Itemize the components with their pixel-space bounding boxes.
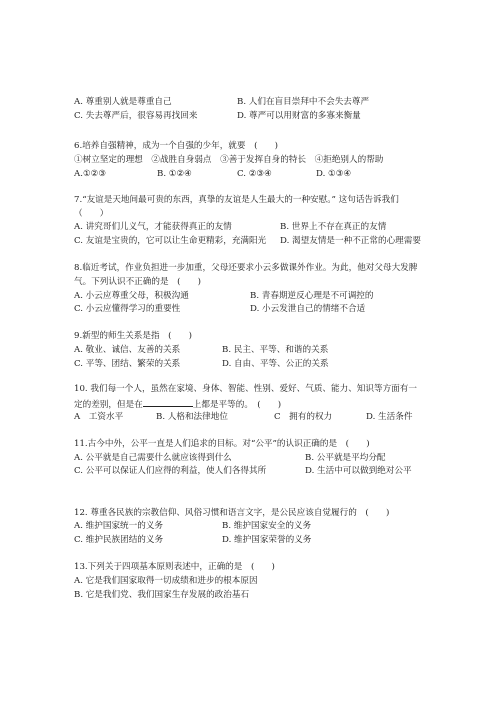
q5-option-d: D. 尊严可以用财富的多寡来衡量 bbox=[237, 111, 361, 121]
q8-option-c: C. 小云应懂得学习的重要性 bbox=[74, 304, 181, 314]
q9-stem: 9.新型的师生关系是指 ( ) bbox=[74, 331, 193, 341]
q8-stem-line1: 8.临近考试，作业负担进一步加重，父母还要求小云多做课外作业。为此，他对父母大发脾 bbox=[74, 263, 418, 273]
q8-option-b: B. 青春期逆反心理是不可调控的 bbox=[250, 291, 374, 301]
q10-option-b: B. 人格和法律地位 bbox=[156, 412, 228, 422]
q10-option-d: D. 生活条件 bbox=[366, 412, 413, 422]
q5-option-a: A. 尊重别人就是尊重自己 bbox=[74, 97, 172, 107]
q10-stem-line2 bbox=[74, 398, 281, 411]
q10-stem-part1: 定的差别，但是在 bbox=[74, 400, 143, 410]
q10-option-c: C 拥有的权力 bbox=[274, 412, 333, 422]
q12-option-b: B. 维护国家安全的义务 bbox=[222, 521, 312, 531]
answer-blank bbox=[143, 398, 193, 407]
q6-option-d: D. ①③④ bbox=[316, 169, 352, 179]
q11-option-c: C. 公平可以保证人们应得的利益，使人们各得其所 bbox=[74, 466, 267, 476]
q7-stem-line1: 7.“友谊是天地间最可贵的东西，真挚的友谊是人生最大的一种安慰。” 这句话告诉我们 bbox=[74, 195, 399, 205]
q7-option-b: B. 世界上不存在真正的友情 bbox=[280, 222, 387, 232]
q12-option-d: D. 维护国家荣誉的义务 bbox=[222, 535, 312, 545]
q12-stem: 12. 尊重各民族的宗教信仰、风俗习惯和语言文字，是公民应该自觉履行的 ( ) bbox=[74, 508, 390, 518]
q9-option-a: A. 敬业、诚信、友善的关系 bbox=[74, 345, 181, 355]
q11-option-d: D. 生活中可以做到绝对公平 bbox=[305, 466, 412, 476]
q7-stem-line2: （ ） bbox=[74, 209, 109, 219]
q6-stem: 6.培养自强精神，成为一个自强的少年，就要 ( ) bbox=[74, 141, 278, 151]
q6-option-c: C. ②③④ bbox=[237, 169, 272, 179]
q13-stem: 13.下列关于四项基本原则表述中，正确的是 ( ) bbox=[74, 562, 275, 572]
q9-option-b: B. 民主、平等、和谐的关系 bbox=[222, 345, 329, 355]
q9-option-d: D. 自由、平等、公正的关系 bbox=[222, 359, 329, 369]
q11-option-b: B. 公平就是平均分配 bbox=[305, 453, 386, 463]
q6-option-b: B. ①②④ bbox=[157, 169, 192, 179]
q6-option-a: A.①②③ bbox=[74, 169, 107, 179]
q12-option-c: C. 维护民族团结的义务 bbox=[74, 535, 164, 545]
q12-option-a: A. 维护国家统一的义务 bbox=[74, 521, 164, 531]
q10-option-a: A 工资水平 bbox=[74, 412, 124, 422]
q7-option-c: C. 友谊是宝贵的，它可以让生命更精彩，充满阳光 bbox=[74, 236, 267, 246]
q5-option-c: C. 失去尊严后，很容易再找回来 bbox=[74, 111, 198, 121]
q7-option-a: A. 讲究哥们儿义气，才能获得真正的友情 bbox=[74, 222, 232, 232]
q10-stem-part2: 上都是平等的。 ( ) bbox=[192, 400, 282, 410]
q6-items: ①树立坚定的理想 ②战胜自身弱点 ③善于发挥自身的特长 ④拒绝别人的帮助 bbox=[74, 155, 384, 165]
q9-option-c: C. 平等、团结、繁荣的关系 bbox=[74, 359, 181, 369]
q5-option-b: B. 人们在盲目崇拜中不会失去尊严 bbox=[237, 97, 370, 107]
q10-stem-line1: 10. 我们每一个人，虽然在家境、身体、智能、性别、爱好、气质、能力、知识等方面有一 bbox=[74, 384, 417, 394]
q7-option-d: D. 渴望友情是一种不正常的心理需要 bbox=[280, 236, 421, 246]
q11-stem: 11.古今中外，公平一直是人们追求的目标。对“公平”的认识正确的是 ( ) bbox=[74, 439, 370, 449]
q8-stem-line2: 气。下列认识不正确的是 ( ) bbox=[74, 277, 202, 287]
q13-option-a: A. 它是我们国家取得一切成绩和进步的根本原因 bbox=[74, 576, 258, 586]
q13-option-b: B. 它是我们党、我们国家生存发展的政治基石 bbox=[74, 590, 250, 600]
q11-option-a: A. 公平就是自己需要什么就应该得到什么 bbox=[74, 453, 232, 463]
q8-option-d: D. 小云发泄自己的情绪不合适 bbox=[250, 304, 366, 314]
q8-option-a: A. 小云应尊重父母，积极沟通 bbox=[74, 291, 189, 301]
